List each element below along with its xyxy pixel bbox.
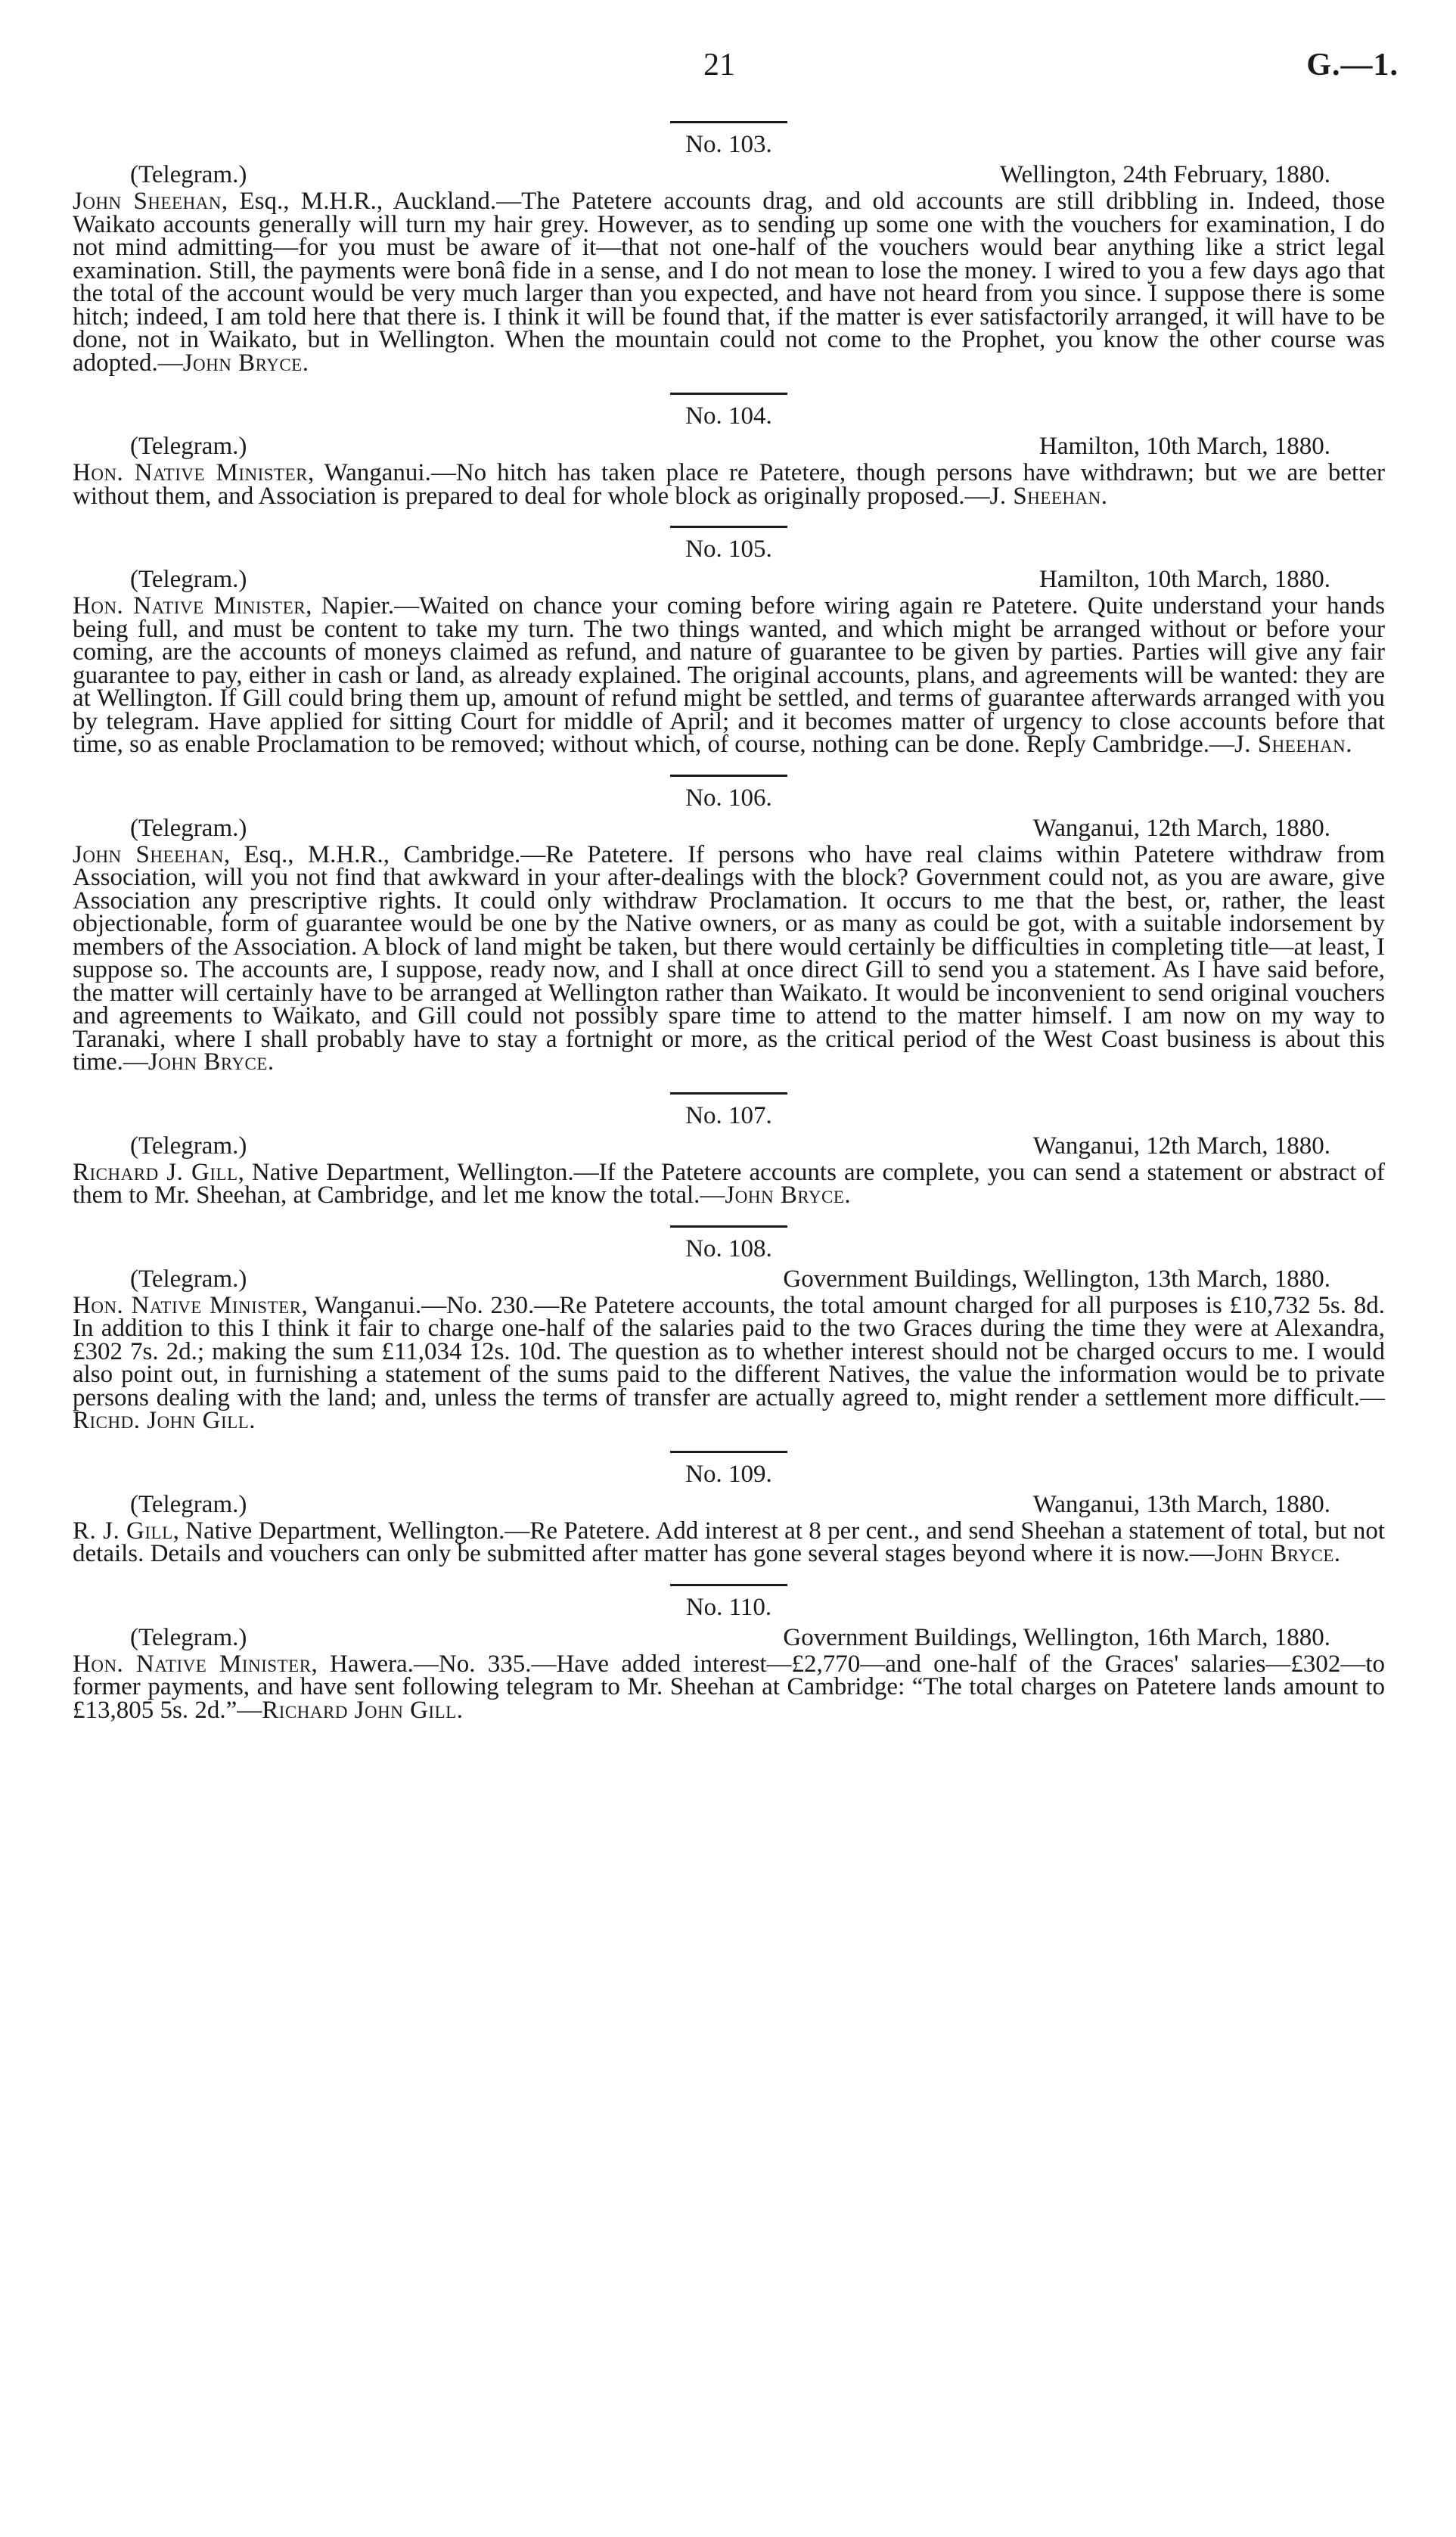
entry-number: No. 110. xyxy=(685,1593,772,1621)
telegram-entry xyxy=(73,1225,1385,1433)
entry-meta xyxy=(73,813,1385,843)
telegram-entry xyxy=(73,775,1385,1074)
telegram-entry xyxy=(73,526,1385,756)
entry-body xyxy=(73,188,1385,377)
entry-place-date: Government Buildings, Wellington, 16th March, 1880. xyxy=(783,1623,1330,1651)
separator-rule xyxy=(670,121,787,123)
entry-signature: John Bryce. xyxy=(182,349,309,377)
entry-addressee: John Sheehan xyxy=(73,840,224,868)
page-header xyxy=(0,47,1456,92)
entry-text: , Native Department, Wellington.—If the Patetere accounts are complete, you can send a statement or abstract of them to Mr. Sheehan, at Cambridge, and let me know the total.— xyxy=(73,1158,1385,1209)
entry-text: , Napier.—Waited on chance your coming before wiring again re Patetere. Quite understand your hands being full, and must be content to take my turn. The two things wanted, and which might be arranged without or before your coming, are the accounts of moneys claimed as refund, and nature of guarantee to be given by parties. Parties will give any fair guarantee to pay, either in cash or land, as already explained. The original accounts, plans, and agreements will be wanted: they are at Wellington. If Gill could bring them up, amount of refund might be settled, and terms of guarantee afterwards arranged with you by telegram. Have applied for sitting Court for middle of April; and it becomes matter of urgency to close accounts before that time, so as enable Proclamation to be removed; without which, of course, nothing can be done. Reply Cambridge.— xyxy=(73,592,1386,758)
entry-addressee: R. J. Gill xyxy=(73,1517,173,1545)
entry-number: No. 105. xyxy=(685,536,772,563)
entry-place-date: Government Buildings, Wellington, 13th March, 1880. xyxy=(783,1265,1330,1293)
entry-place-date: Wanganui, 13th March, 1880. xyxy=(1032,1490,1330,1518)
separator-rule xyxy=(670,1584,787,1586)
telegram-list xyxy=(73,121,1385,1722)
entry-addressee: Hon. Native Minister xyxy=(73,1650,312,1678)
entry-place-date: Hamilton, 10th March, 1880. xyxy=(1039,566,1330,593)
entry-meta xyxy=(73,1489,1385,1520)
entry-type: (Telegram.) xyxy=(130,161,247,188)
separator-rule xyxy=(670,526,787,528)
entry-body xyxy=(73,1158,1385,1209)
entry-place-date: Wellington, 24th February, 1880. xyxy=(1000,161,1330,188)
entry-body xyxy=(73,840,1385,1076)
telegram-entry xyxy=(73,121,1385,377)
entry-meta xyxy=(73,1622,1385,1653)
entry-place-date: Wanganui, 12th March, 1880. xyxy=(1032,1132,1330,1160)
entry-number: No. 104. xyxy=(685,402,772,430)
entry-type: (Telegram.) xyxy=(130,1132,247,1160)
entry-signature: J. Sheehan. xyxy=(989,482,1108,510)
page-reference: G.—1. xyxy=(1306,48,1399,82)
entry-signature: John Bryce. xyxy=(725,1182,852,1209)
entry-type: (Telegram.) xyxy=(130,1623,247,1651)
entry-meta xyxy=(73,1131,1385,1161)
entry-place-date: Hamilton, 10th March, 1880. xyxy=(1039,433,1330,460)
entry-meta xyxy=(73,564,1385,595)
entry-type: (Telegram.) xyxy=(130,814,247,842)
entry-body xyxy=(73,1291,1385,1434)
separator-rule xyxy=(670,393,787,395)
entry-signature: John Bryce. xyxy=(1214,1540,1341,1567)
separator-rule xyxy=(670,1092,787,1095)
entry-number: No. 107. xyxy=(685,1101,772,1129)
telegram-entry xyxy=(73,393,1385,508)
page-number: 21 xyxy=(703,48,735,82)
entry-addressee: Richard J. Gill xyxy=(73,1158,238,1186)
entry-place-date: Wanganui, 12th March, 1880. xyxy=(1032,814,1330,842)
entry-addressee: Hon. Native Minister xyxy=(73,592,306,620)
entry-body xyxy=(73,592,1386,758)
entry-signature: John Bryce. xyxy=(147,1048,275,1076)
telegram-entry xyxy=(73,1451,1385,1566)
entry-signature: J. Sheehan. xyxy=(1234,731,1352,758)
entry-signature: Richard John Gill. xyxy=(262,1696,464,1724)
separator-rule xyxy=(670,775,787,777)
telegram-entry xyxy=(73,1584,1385,1722)
entry-addressee: Hon. Native Minister xyxy=(73,1291,302,1319)
entry-type: (Telegram.) xyxy=(130,1490,247,1518)
entry-body xyxy=(73,1650,1385,1724)
entry-text: , Wanganui.—No. 230.—Re Patetere accounts, the total amount charged for all purposes is £10,732 5s. 8d. In addition to this I think it fair to charge one-half of the salaries paid to the two Graces during the time they were at Alexandra, £302 7s. 2d.; making the sum £11,034 12s. 10d. The question as to whether interest should not be charged occurs to me. I would also point out, in furnishing a statement of the sums paid to the different Natives, the value the information would be to private persons dealing with the land; and, unless the terms of transfer are actually agreed to, might render a settlement more difficult.— xyxy=(73,1291,1385,1411)
entry-number: No. 109. xyxy=(685,1460,772,1488)
entry-text: , Wanganui.—No hitch has taken place re Patetere, though persons have withdrawn; but we are better without them, and Association is prepared to deal for whole block as originally proposed.— xyxy=(73,459,1386,510)
separator-rule xyxy=(670,1225,787,1228)
entry-number: No. 103. xyxy=(685,131,772,158)
entry-text: , Hawera.—No. 335.—Have added interest—£2,770—and one-half of the Graces' salaries—£302—to former payments, and have sent following telegram to Mr. Sheehan at Cambridge: “The total charges on Patetere lands amount to £13,805 5s. 2d.”— xyxy=(73,1650,1385,1724)
entry-addressee: Hon. Native Minister xyxy=(73,459,308,486)
entry-type: (Telegram.) xyxy=(130,1265,247,1293)
entry-text: , Esq., M.H.R., Auckland.—The Patetere accounts drag, and old accounts are still dribbling in. Indeed, those Waikato accounts generally will turn my hair grey. However, as to sending up some one with the vouchers for examination, I do not mind admitting—for you must be aware of it—that not one-half of the vouchers would bear anything like a strict legal examination. Still, the payments were bonâ fide in a sense, and I do not mean to lose the money. I wired to you a few days ago that the total of the account would be very much larger than you expected, and have not heard from you since. I suppose there is some hitch; indeed, I am told here that there is. I think it will be found that, if the matter is ever satisfactorily arranged, it will have to be done, not in Waikato, but in Wellington. When the mountain could not come to the Prophet, you know the other course was adopted.— xyxy=(73,188,1385,377)
entry-meta xyxy=(73,431,1385,461)
entry-number: No. 108. xyxy=(685,1234,772,1262)
entry-meta xyxy=(73,160,1385,190)
separator-rule xyxy=(670,1451,787,1453)
entry-signature: Richd. John Gill. xyxy=(73,1407,256,1434)
telegram-entry xyxy=(73,1092,1385,1207)
entry-type: (Telegram.) xyxy=(130,433,247,460)
entry-body xyxy=(73,1517,1386,1567)
entry-type: (Telegram.) xyxy=(130,566,247,593)
entry-text: , Native Department, Wellington.—Re Patetere. Add interest at 8 per cent., and send Sheehan a statement of total, but not details. Details and vouchers can only be submitted after matter has gone several stages beyond where it is now.— xyxy=(73,1517,1386,1567)
entry-addressee: John Sheehan xyxy=(73,188,222,215)
entry-text: , Esq., M.H.R., Cambridge.—Re Patetere. If persons who have real claims within Patetere withdraw from Association, will you not find that awkward in your after-dealings with the block? Government could not, as you are aware, give Association any prescriptive rights. It could only withdraw Proclamation. It occurs to me that the best, or, rather, the least objectionable, form of guarantee would be one by the Native owners, or as many as could be got, with a suitable indorsement by members of the Association. A block of land might be taken, but there would certainly be difficulties in completing title—at least, I suppose so. The accounts are, I suppose, ready now, and I shall at once direct Gill to send you a statement. As I have said before, the matter will certainly have to be arranged at Wellington rather than Waikato. It would be inconvenient to send original vouchers and agreements to Waikato, and Gill could not possibly spare time to attend to the matter himself. I am now on my way to Taranaki, where I shall probably have to stay a fortnight or more, as the critical period of the West Coast business is about this time.— xyxy=(73,840,1385,1076)
entry-meta xyxy=(73,1264,1385,1294)
entry-number: No. 106. xyxy=(685,784,772,812)
entry-body xyxy=(73,461,1385,508)
